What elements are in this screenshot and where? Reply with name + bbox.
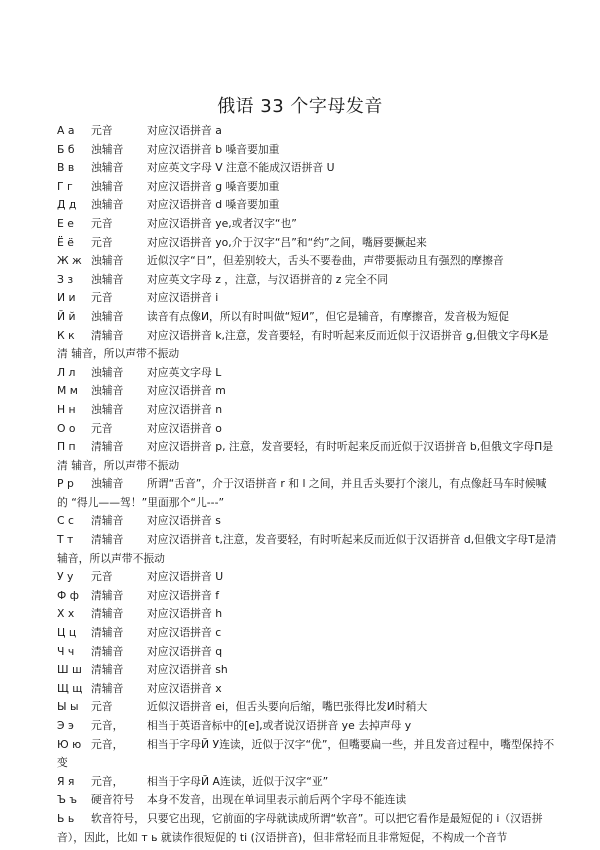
sound-type: 浊辅音 <box>91 161 124 175</box>
letter-list <box>57 122 557 847</box>
sound-type: 浊辅音 <box>91 309 124 323</box>
letter-glyphs: К к <box>57 328 75 342</box>
sound-type: 浊辅音 <box>91 402 124 416</box>
pronunciation-note: 对应汉语拼音 b 嗓音要加重 <box>147 142 280 156</box>
pronunciation-note: 对应汉语拼音 i <box>147 291 219 305</box>
letter-entry <box>57 605 557 624</box>
letter-glyphs: У у <box>57 570 74 584</box>
pronunciation-note: 对应汉语拼音 m <box>147 384 226 398</box>
letter-entry <box>57 568 557 587</box>
letter-glyphs: Б б <box>57 142 75 156</box>
pronunciation-note: 对应英文字母 L <box>147 365 222 379</box>
letter-entry <box>57 698 557 717</box>
letter-entry <box>57 234 557 253</box>
letter-entry <box>57 643 557 662</box>
pronunciation-note: 对应汉语拼音 q <box>147 644 223 658</box>
pronunciation-note: 对应汉语拼音 g 嗓音要加重 <box>147 179 280 193</box>
sound-type: 软音符号， <box>91 811 145 825</box>
pronunciation-note: 对应汉语拼音 sh <box>147 663 228 677</box>
page-title: 俄语 33 个字母发音 <box>217 96 383 118</box>
letter-glyphs: П п <box>57 440 76 454</box>
sound-type: 清辅音 <box>91 607 124 621</box>
sound-type: 清辅音 <box>91 440 124 454</box>
pronunciation-note: 对应汉语拼音 c <box>147 626 222 640</box>
letter-glyphs: Е е <box>57 216 74 230</box>
letter-glyphs: Н н <box>57 402 76 416</box>
sound-type: 元音 <box>91 700 113 714</box>
letter-entry <box>57 215 557 234</box>
sound-type: 元音 <box>91 235 113 249</box>
letter-glyphs: Л л <box>57 365 76 379</box>
letter-glyphs: Р р <box>57 477 74 491</box>
letter-entry <box>57 438 557 475</box>
sound-type: 清辅音 <box>91 663 124 677</box>
sound-type: 浊辅音 <box>91 384 124 398</box>
letter-glyphs: Ц ц <box>57 626 77 640</box>
pronunciation-note: 对应汉语拼音 h <box>147 607 223 621</box>
sound-type: 浊辅音 <box>91 142 124 156</box>
letter-entry <box>57 252 557 271</box>
letter-entry <box>57 531 557 568</box>
letter-entry <box>57 271 557 290</box>
letter-glyphs: Г г <box>57 179 73 193</box>
letter-glyphs: Т т <box>57 533 74 547</box>
letter-entry <box>57 364 557 383</box>
sound-type: 浊辅音 <box>91 254 124 268</box>
sound-type: 清辅音 <box>91 533 124 547</box>
letter-glyphs: Ь ь <box>57 811 75 825</box>
letter-glyphs: Ё ё <box>57 235 74 249</box>
pronunciation-note: 本身不发音，出现在单词里表示前后两个字母不能连读 <box>147 793 407 807</box>
letter-entry <box>57 196 557 215</box>
letter-glyphs: С с <box>57 514 74 528</box>
pronunciation-note: 对应汉语拼音 k,注意，发音要轻，有时听起来反而近似于汉语拼音 g,但俄文字母К是清 辅音，所以声带不振动 <box>57 328 549 361</box>
letter-glyphs: Ю ю <box>57 737 82 751</box>
letter-glyphs: Я я <box>57 774 75 788</box>
letter-glyphs: Ы ы <box>57 700 79 714</box>
sound-type: 浊辅音 <box>91 272 124 286</box>
letter-entry <box>57 159 557 178</box>
pronunciation-note: 近似汉语拼音 ei，但舌头要向后缩，嘴巴张得比发И时稍大 <box>147 700 428 714</box>
letter-glyphs: Э э <box>57 719 74 732</box>
sound-type: 元音， <box>91 737 124 751</box>
sound-type: 元音 <box>91 570 113 584</box>
letter-entry <box>57 587 557 606</box>
sound-type: 浊辅音 <box>91 198 124 212</box>
sound-type: 浊辅音 <box>91 477 124 491</box>
letter-entry <box>57 624 557 643</box>
letter-glyphs: О о <box>57 421 76 435</box>
pronunciation-note: 只要它出现，它前面的字母就读成所谓“软音”。可以把它看作是最短促的 i（汉语拼 音），因此，比如 т ь 就读作很短促的 ti (汉语拼音)，但非常轻而且非常短促，不构成一个音节 <box>57 811 543 844</box>
pronunciation-note: 相当于英语音标中的[e],或者说汉语拼音 ye 去掉声母 y <box>147 719 412 732</box>
letter-entry <box>57 122 557 141</box>
pronunciation-note: 对应汉语拼音 ye,或者汉字“也” <box>147 216 297 230</box>
letter-glyphs: Ш ш <box>57 663 82 677</box>
pronunciation-note: 相当于字母Й У连读，近似于汉字“优”，但嘴要扁一些，并且发音过程中，嘴型保持不变 <box>57 737 555 770</box>
letter-glyphs: Й й <box>57 309 76 323</box>
letter-entry <box>57 178 557 197</box>
pronunciation-note: 对应汉语拼音 f <box>147 588 220 602</box>
pronunciation-note: 相当于字母Й А连读，近似于汉字“亚” <box>147 774 329 788</box>
letter-entry <box>57 289 557 308</box>
letter-entry <box>57 717 557 736</box>
pronunciation-note: 对应汉语拼音 x <box>147 681 222 695</box>
letter-entry <box>57 736 557 773</box>
sound-type: 清辅音 <box>91 328 124 342</box>
sound-type: 清辅音 <box>91 644 124 658</box>
letter-glyphs: Х х <box>57 607 75 621</box>
sound-type: 浊辅音 <box>91 365 124 379</box>
letter-glyphs: Щ щ <box>57 681 83 695</box>
pronunciation-note: 对应汉语拼音 yo,介于汉字“吕”和“约”之间，嘴唇要撅起来 <box>147 235 427 249</box>
sound-type: 元音 <box>91 291 113 305</box>
sound-type: 浊辅音 <box>91 179 124 193</box>
letter-glyphs: Ч ч <box>57 644 75 658</box>
pronunciation-note: 对应汉语拼音 p, 注意，发音要轻，有时听起来反而近似于汉语拼音 b,但俄文字母П是清 辅音，所以声带不振动 <box>57 440 554 472</box>
sound-type: 元音， <box>91 719 124 732</box>
pronunciation-note: 对应汉语拼音 U <box>147 570 224 584</box>
letter-entry <box>57 141 557 160</box>
pronunciation-note: 对应汉语拼音 s <box>147 514 221 528</box>
letter-glyphs: З з <box>57 272 74 286</box>
pronunciation-note: 对应汉语拼音 n <box>147 402 223 416</box>
pronunciation-note: 读音有点像И，所以有时叫做“短И”，但它是辅音，有摩擦音，发音极为短促 <box>147 309 510 323</box>
letter-entry <box>57 475 557 512</box>
sound-type: 清辅音 <box>91 588 124 602</box>
letter-entry <box>57 382 557 401</box>
letter-entry <box>57 810 557 847</box>
pronunciation-note: 对应汉语拼音 t,注意，发音要轻，有时听起来反而近似于汉语拼音 d,但俄文字母Т是清辅音，所以声带不振动 <box>57 533 557 565</box>
letter-glyphs: И и <box>57 291 76 305</box>
letter-glyphs: М м <box>57 384 78 398</box>
letter-glyphs: Ъ ъ <box>57 793 78 807</box>
sound-type: 元音 <box>91 124 113 137</box>
pronunciation-note: 对应英文字母 z ，注意，与汉语拼音的 z 完全不同 <box>147 272 388 286</box>
letter-glyphs: Ф ф <box>57 588 79 602</box>
pronunciation-note: 对应汉语拼音 d 嗓音要加重 <box>147 198 280 212</box>
sound-type: 元音 <box>91 216 113 230</box>
letter-entry <box>57 327 557 364</box>
letter-entry <box>57 661 557 680</box>
sound-type: 清辅音 <box>91 626 124 640</box>
letter-entry <box>57 791 557 810</box>
sound-type: 元音 <box>91 421 113 435</box>
letter-entry <box>57 420 557 439</box>
letter-entry <box>57 308 557 327</box>
sound-type: 清辅音 <box>91 681 124 695</box>
letter-entry <box>57 773 557 792</box>
letter-glyphs: Ж ж <box>57 254 82 268</box>
pronunciation-note: 对应英文字母 V 注意不能成汉语拼音 U <box>147 161 335 175</box>
letter-glyphs: Д д <box>57 198 77 212</box>
letter-entry <box>57 401 557 420</box>
letter-glyphs: А а <box>57 124 75 137</box>
pronunciation-note: 所谓“舌音”，介于汉语拼音 r 和 l 之间，并且舌头要打个滚儿，有点像赶马车时候喊的 “得儿——驾！”里面那个“儿---” <box>57 477 547 509</box>
letter-glyphs: В в <box>57 161 75 175</box>
pronunciation-note: 对应汉语拼音 a <box>147 124 222 137</box>
sound-type: 硬音符号 <box>91 793 135 807</box>
sound-type: 清辅音 <box>91 514 124 528</box>
pronunciation-note: 近似汉字“日”，但差别较大，舌头不要卷曲，声带要振动且有强烈的摩擦音 <box>147 254 504 268</box>
sound-type: 元音， <box>91 774 124 788</box>
letter-entry <box>57 680 557 699</box>
letter-entry <box>57 512 557 531</box>
pronunciation-note: 对应汉语拼音 o <box>147 421 222 435</box>
